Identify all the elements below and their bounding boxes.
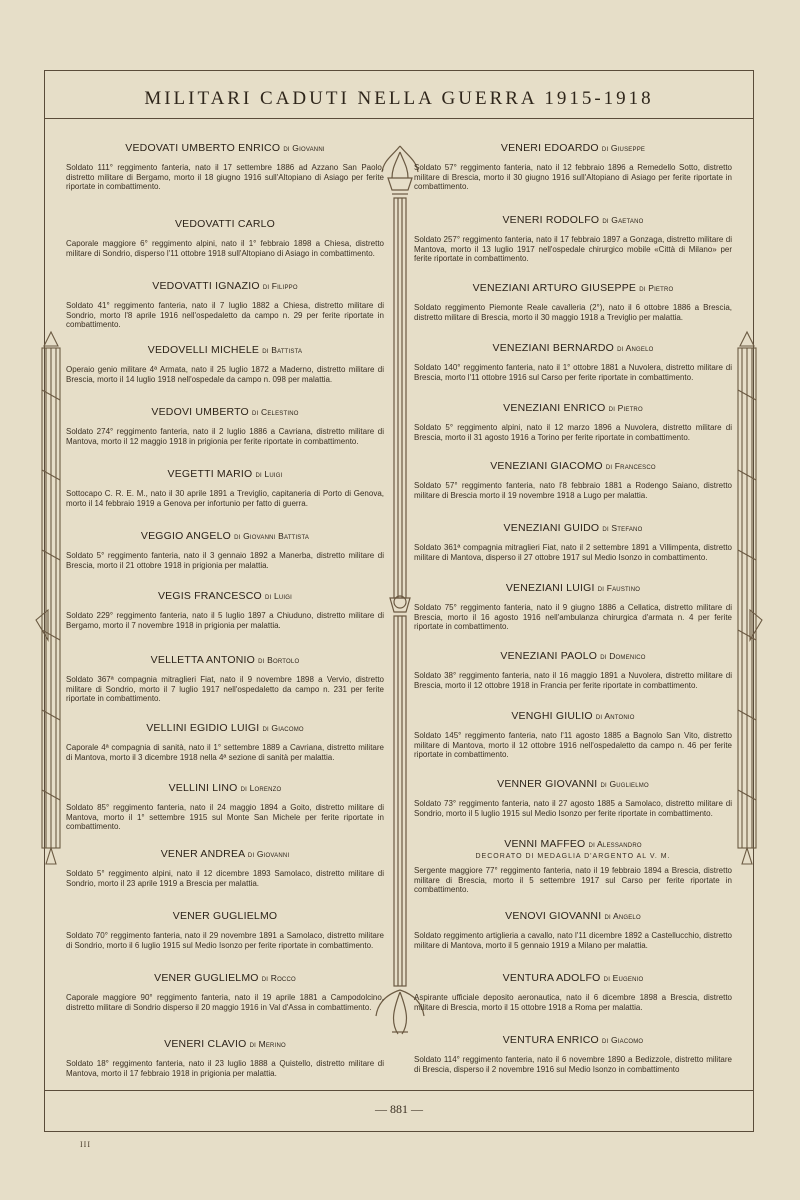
entry-name: VELLETTA ANTONIO di Bortolo (150, 654, 300, 666)
entry-name: VEDOVATI UMBERTO ENRICO di Giovanni (125, 142, 325, 154)
entry-name: VEDOVATTI CARLO (174, 218, 276, 230)
entry-name: VENEZIANI LUIGI di Faustino (505, 582, 641, 594)
entry-text: Soldato 257° reggimento fanteria, nato il 17 febbraio 1897 a Gonzaga, distretto militare di Mantova, morto il 13 luglio 1917 nell'ospedale chirurgico mobile «Città di Milano» per ferite riportate in combattimento. (414, 235, 732, 264)
entry-name: VENEZIANI GUIDO di Stefano (503, 522, 643, 534)
entry-name: VENEZIANI BERNARDO di Angelo (492, 342, 654, 354)
entry-text: Soldato 57° reggimento fanteria, nato l'8 febbraio 1881 a Rodengo Saiano, distretto militare di Brescia morto il 19 novembre 1918 a Lugo per malattia. (414, 481, 732, 500)
left-entry (66, 590, 384, 630)
entry-text: Soldato 111° reggimento fanteria, nato il 17 settembre 1886 ad Azzano San Paolo, distretto militare di Bergamo, morto il 18 giugno 1916 sull'Altopiano di Asiago per ferite riportate in combattimento. (66, 163, 384, 192)
entry-text: Soldato reggimento Piemonte Reale cavalleria (2°), nato il 6 ottobre 1886 a Brescia, distretto militare di Brescia, morto il 30 maggio 1918 a Treviglio per malattia. (414, 303, 732, 322)
entry-text: Soldato 145° reggimento fanteria, nato l'11 agosto 1885 a Bagnolo San Vito, distretto militare di Mantova, morto il 12 ottobre 1916 nell'ospedaletto da campo n. 46 per ferite riportate in combattimento. (414, 731, 732, 760)
left-entry (66, 280, 384, 330)
right-entry (414, 1034, 732, 1074)
right-entry (414, 650, 732, 690)
entry-name: VENGHI GIULIO di Antonio (511, 710, 635, 722)
right-entry (414, 972, 732, 1012)
entry-name: VENEZIANI GIACOMO di Francesco (490, 460, 656, 472)
left-entry (66, 530, 384, 570)
left-entry (66, 972, 384, 1012)
entry-name: VENNI MAFFEO di Alessandro (504, 838, 642, 850)
entry-text: Sottocapo C. R. E. M., nato il 30 aprile 1891 a Treviglio, capitaneria di Porto di Genova, morto il 14 febbraio 1919 a Genova per infortunio per fatto di guerra. (66, 489, 384, 508)
entry-name: VEGIS FRANCESCO di Luigi (157, 590, 293, 602)
entry-name: VENOVI GIOVANNI di Angelo (505, 910, 641, 922)
right-entry (414, 910, 732, 950)
page-title: MILITARI CADUTI NELLA GUERRA 1915-1918 (144, 88, 654, 109)
entry-text: Caporale maggiore 6° reggimento alpini, nato il 1° febbraio 1898 a Chiesa, distretto militare di Sondrio, disperso l'11 ottobre 1918 sull'Altopiano di Asiago in combattimento. (66, 239, 384, 258)
entry-text: Soldato 5° reggimento alpini, nato il 12 dicembre 1893 Samolaco, distretto militare di Sondrio, morto il 23 aprile 1919 a Brescia per malattia. (66, 869, 384, 888)
entry-text: Operaio genio militare 4ª Armata, nato il 25 luglio 1872 a Maderno, distretto militare di Brescia, morto il 14 luglio 1918 nell'ospedale da campo n. 098 per malattia. (66, 365, 384, 384)
entry-name: VENTURA ADOLFO di Eugenio (502, 972, 644, 984)
right-entry (414, 710, 732, 760)
left-entry (66, 344, 384, 384)
entry-text: Soldato 361ª compagnia mitraglieri Fiat, nato il 2 settembre 1891 a Villimpenta, distretto militare di Mantova, disperso il 27 ottobre 1917 sul Medio Isonzo in combattimento. (414, 543, 732, 562)
medal-decoration: DECORATO DI MEDAGLIA D'ARGENTO AL V. M. (475, 853, 671, 860)
right-entry (414, 778, 732, 818)
entry-text: Soldato 41° reggimento fanteria, nato il 7 luglio 1882 a Chiesa, distretto militare di Sondrio, morto l'8 aprile 1916 nell'ospedaletto da campo n. 29 per ferite riportate in combattimento. (66, 301, 384, 330)
entry-name: VENEZIANI ARTURO GIUSEPPE di Pietro (472, 282, 674, 294)
left-entry (66, 1038, 384, 1078)
left-entry (66, 142, 384, 192)
entry-name: VENEZIANI ENRICO di Pietro (503, 402, 643, 414)
right-entry (414, 838, 732, 895)
entry-name: VEDOVI UMBERTO di Celestino (151, 406, 299, 418)
entry-name: VELLINI EGIDIO LUIGI di Giacomo (146, 722, 304, 734)
entry-name: VENERI EDOARDO di Giuseppe (500, 142, 646, 154)
entry-name: VEGGIO ANGELO di Giovanni Battista (140, 530, 310, 542)
entry-name: VENER GUGLIELMO di Rocco (154, 972, 296, 984)
volume-mark: III (80, 1140, 91, 1149)
entry-name: VEDOVELLI MICHELE di Battista (147, 344, 303, 356)
entry-name: VENERI RODOLFO di Gaetano (502, 214, 644, 226)
right-entry (414, 214, 732, 264)
right-entry (414, 342, 732, 382)
entry-text: Soldato 140° reggimento fanteria, nato il 1° ottobre 1881 a Nuvolera, distretto militare di Brescia, morto l'11 ottobre 1916 sul Carso per ferite riportate in combattimento. (414, 363, 732, 382)
entry-text: Soldato 274° reggimento fanteria, nato il 2 luglio 1886 a Cavriana, distretto militare di Mantova, morto il 12 maggio 1918 in prigionia per ferite riportate in combattimento. (66, 427, 384, 446)
left-entry (66, 910, 384, 950)
page-number: — 881 — (375, 1102, 423, 1116)
right-entry (414, 582, 732, 632)
entry-text: Soldato 5° reggimento alpini, nato il 12 marzo 1896 a Nuvolera, distretto militare di Brescia, morto il 31 agosto 1916 a Torino per ferite riportate in combattimento. (414, 423, 732, 442)
right-entry (414, 402, 732, 442)
left-entry (66, 654, 384, 704)
entry-name: VENER GUGLIELMO (172, 910, 278, 922)
left-entry (66, 218, 384, 258)
left-entry (66, 848, 384, 888)
entry-text: Soldato 57° reggimento fanteria, nato il 12 febbraio 1896 a Remedello Sotto, distretto militare di Brescia, morto il 30 giugno 1916 sull'Altopiano di Asiago per ferite riportate in combattimento. (414, 163, 732, 192)
left-entry (66, 468, 384, 508)
header-rule (44, 118, 754, 119)
right-entry (414, 460, 732, 500)
entry-name: VEDOVATTI IGNAZIO di Filippo (152, 280, 298, 292)
left-fasces-ornament (34, 330, 68, 870)
entry-text: Soldato 367ª compagnia mitraglieri Fiat, nato il 9 novembre 1898 a Vervio, distretto militare di Sondrio, morto il 7 luglio 1917 nell'ospedaletto da campo n. 231 per ferite riportate in combattimento. (66, 675, 384, 704)
entry-text: Soldato 73° reggimento fanteria, nato il 27 agosto 1885 a Samolaco, distretto militare di Sondrio, morto il 5 luglio 1915 sul Medio Isonzo per ferite riportate in combattimento. (414, 799, 732, 818)
entry-text: Soldato 5° reggimento fanteria, nato il 3 gennaio 1892 a Manerba, distretto militare di Brescia, morto il 21 ottobre 1918 in prigionia per malattia. (66, 551, 384, 570)
entry-text: Caporale maggiore 90° reggimento fanteria, nato il 19 aprile 1881 a Campodolcino, distretto militare di Sondrio disperso il 20 maggio 1916 in Val d'Assa in combattimento. (66, 993, 384, 1012)
entry-name: VELLINI LINO di Lorenzo (168, 782, 282, 794)
entry-name: VENEZIANI PAOLO di Domenico (500, 650, 646, 662)
entry-name: VEGETTI MARIO di Luigi (167, 468, 283, 480)
entry-name: VENER ANDREA di Giovanni (160, 848, 290, 860)
right-entry (414, 142, 732, 192)
entry-text: Soldato 38° reggimento fanteria, nato il 16 maggio 1891 a Nuvolera, distretto militare di Brescia, morto il 12 ottobre 1918 in Francia per ferite riportate in combattimento. (414, 671, 732, 690)
entry-name: VENNER GIOVANNI di Guglielmo (497, 778, 649, 790)
entry-name: VENTURA ENRICO di Giacomo (502, 1034, 644, 1046)
entry-text: Soldato 229° reggimento fanteria, nato il 5 luglio 1897 a Chiuduno, distretto militare di Bergamo, morto il 7 novembre 1918 in prigionia per malattia. (66, 611, 384, 630)
entry-text: Soldato 85° reggimento fanteria, nato il 24 maggio 1894 a Goito, distretto militare di Mantova, morto il 1° settembre 1915 sul Monte San Michele per ferite riportate in combattimento. (66, 803, 384, 832)
entry-text: Aspirante ufficiale deposito aeronautica, nato il 6 dicembre 1898 a Brescia, distretto militare di Brescia, morto il 15 ottobre 1918 a Roma per malattia. (414, 993, 732, 1012)
right-fasces-ornament (730, 330, 764, 870)
entry-text: Soldato reggimento artiglieria a cavallo, nato l'11 dicembre 1892 a Castellucchio, distretto militare di Mantova, morto il 5 gennaio 1919 a Milano per malattia. (414, 931, 732, 950)
footer-rule (44, 1090, 754, 1091)
entry-text: Sergente maggiore 77° reggimento fanteria, nato il 19 febbraio 1894 a Brescia, distretto militare di Brescia, morto il 5 settembre 1917 sul Carso per ferite riportate in combattimento. (414, 866, 732, 895)
entry-text: Soldato 18° reggimento fanteria, nato il 23 luglio 1888 a Quistello, distretto militare di Mantova, morto il 17 febbraio 1918 in prigionia per malattia. (66, 1059, 384, 1078)
entry-text: Soldato 75° reggimento fanteria, nato il 9 giugno 1886 a Cellatica, distretto militare di Brescia, morto il 16 agosto 1916 nell'ambulanza chirurgica d'armata n. 4 per ferite riportate in combattimento. (414, 603, 732, 632)
right-entry (414, 522, 732, 562)
entry-name: VENERI CLAVIO di Merino (164, 1038, 286, 1050)
left-entry (66, 782, 384, 832)
entry-text: Caporale 4ª compagnia di sanità, nato il 1° settembre 1889 a Cavriana, distretto militare di Mantova, morto il 3 dicembre 1918 nella 4ª sezione di sanità per malattia. (66, 743, 384, 762)
entry-text: Soldato 114° reggimento fanteria, nato il 6 novembre 1890 a Bedizzole, distretto militare di Brescia, disperso il 2 novembre 1916 sul Medio Isonzo in combattimento (414, 1055, 732, 1074)
right-entry (414, 282, 732, 322)
entry-text: Soldato 70° reggimento fanteria, nato il 29 novembre 1891 a Samolaco, distretto militare di Sondrio, morto il 6 luglio 1915 sul Medio Isonzo per ferite riportate in combattimento. (66, 931, 384, 950)
left-entry (66, 406, 384, 446)
left-entry (66, 722, 384, 762)
